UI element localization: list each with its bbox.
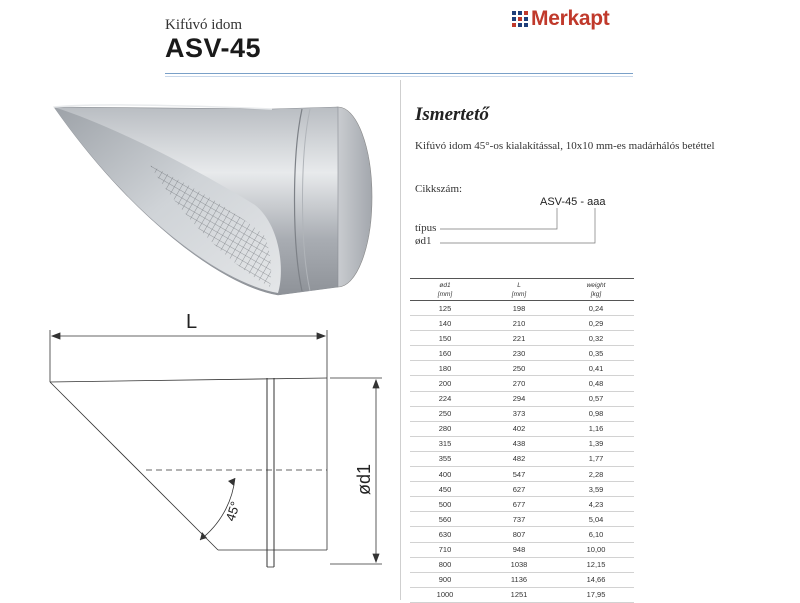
table-cell: 0,32: [558, 331, 634, 346]
table-row: [410, 542, 634, 557]
table-cell: 0,24: [558, 301, 634, 316]
article-number-label: Cikkszám:: [415, 183, 463, 195]
table-cell: 560: [410, 512, 480, 527]
table-row: [410, 436, 634, 451]
table-cell: 0,57: [558, 391, 634, 406]
table-cell: 547: [480, 467, 558, 482]
table-row: [410, 301, 634, 316]
table-cell: 710: [410, 542, 480, 557]
table-cell: 1000: [410, 587, 480, 602]
table-cell: 270: [480, 376, 558, 391]
table-row: [410, 421, 634, 436]
table-cell: 210: [480, 316, 558, 331]
table-cell: 12,15: [558, 557, 634, 572]
table-cell: 14,66: [558, 572, 634, 587]
table-cell: 627: [480, 482, 558, 497]
table-cell: 630: [410, 527, 480, 542]
table-cell: 1,16: [558, 421, 634, 436]
article-code: ASV-45 - aaa: [540, 196, 606, 208]
table-cell: 0,35: [558, 346, 634, 361]
table-header-row: [410, 279, 634, 301]
table-row: [410, 572, 634, 587]
table-cell: 450: [410, 482, 480, 497]
table-cell: 125: [410, 301, 480, 316]
table-cell: 355: [410, 451, 480, 466]
table-cell: 280: [410, 421, 480, 436]
table-row: [410, 406, 634, 421]
table-cell: 198: [480, 301, 558, 316]
table-cell: 737: [480, 512, 558, 527]
angle-label: 45°: [222, 499, 243, 523]
table-cell: 400: [410, 467, 480, 482]
table-cell: 0,29: [558, 316, 634, 331]
table-row: [410, 587, 634, 602]
product-subtitle: Kifúvó idom: [165, 17, 243, 33]
product-title: ASV-45: [165, 33, 262, 63]
table-row: [410, 557, 634, 572]
type-label: típus: [415, 222, 437, 234]
table-cell: 250: [480, 361, 558, 376]
table-cell: 230: [480, 346, 558, 361]
table-cell: 0,98: [558, 406, 634, 421]
table-row: [410, 451, 634, 466]
table-cell: 2,28: [558, 467, 634, 482]
table-cell: 1,77: [558, 451, 634, 466]
table-cell: 315: [410, 436, 480, 451]
section-heading: Ismertető: [415, 104, 489, 125]
table-cell: 180: [410, 361, 480, 376]
column-header: ød1 [mm]: [410, 279, 480, 301]
product-description: Kifúvó idom 45°-os kialakítással, 10x10 mm-es madárhálós betéttel: [415, 140, 715, 152]
table-cell: 1136: [480, 572, 558, 587]
table-row: [410, 346, 634, 361]
table-cell: 402: [480, 421, 558, 436]
table-cell: 900: [410, 572, 480, 587]
table-cell: 807: [480, 527, 558, 542]
table-cell: 373: [480, 406, 558, 421]
table-cell: 294: [480, 391, 558, 406]
table-cell: 1038: [480, 557, 558, 572]
table-cell: 500: [410, 497, 480, 512]
table-cell: 677: [480, 497, 558, 512]
table-cell: 0,48: [558, 376, 634, 391]
table-row: [410, 527, 634, 542]
table-row: [410, 512, 634, 527]
length-label: L: [186, 311, 198, 333]
table-cell: 1,39: [558, 436, 634, 451]
table-cell: 17,95: [558, 587, 634, 602]
table-cell: 5,04: [558, 512, 634, 527]
table-cell: 6,10: [558, 527, 634, 542]
table-cell: 3,59: [558, 482, 634, 497]
table-cell: 250: [410, 406, 480, 421]
table-cell: 948: [480, 542, 558, 557]
table-cell: 4,23: [558, 497, 634, 512]
table-row: [410, 467, 634, 482]
table-cell: 1251: [480, 587, 558, 602]
table-cell: 200: [410, 376, 480, 391]
table-cell: 140: [410, 316, 480, 331]
table-cell: 0,41: [558, 361, 634, 376]
table-row: [410, 482, 634, 497]
column-header: L [mm]: [480, 279, 558, 301]
table-cell: 150: [410, 331, 480, 346]
spec-table: [410, 278, 634, 603]
diameter-label: ød1: [354, 463, 374, 495]
table-row: [410, 376, 634, 391]
table-row: [410, 391, 634, 406]
table-cell: 482: [480, 451, 558, 466]
brand-name: Merkapt: [531, 7, 610, 30]
table-cell: 224: [410, 391, 480, 406]
table-cell: 438: [480, 436, 558, 451]
diameter-code-label: ød1: [415, 235, 432, 247]
table-row: [410, 361, 634, 376]
table-cell: 221: [480, 331, 558, 346]
table-cell: 800: [410, 557, 480, 572]
table-cell: 160: [410, 346, 480, 361]
column-header: weight [kg]: [558, 279, 634, 301]
table-row: [410, 316, 634, 331]
table-cell: 10,00: [558, 542, 634, 557]
table-row: [410, 497, 634, 512]
table-row: [410, 331, 634, 346]
